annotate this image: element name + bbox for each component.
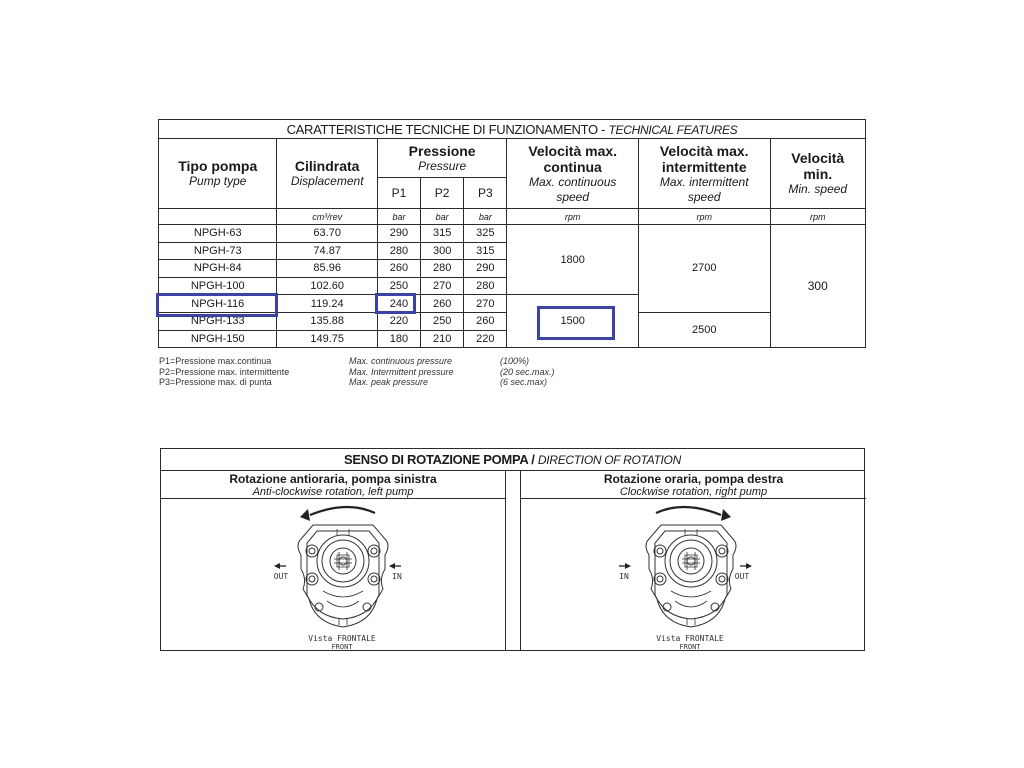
legend-item: (100%) bbox=[500, 356, 530, 366]
unit-p3: bar bbox=[464, 209, 507, 225]
p2-cell: 260 bbox=[421, 295, 464, 313]
pump-body-icon bbox=[646, 525, 736, 627]
displacement-cell: 63.70 bbox=[277, 225, 377, 243]
out-arrow-icon bbox=[274, 563, 286, 569]
out-arrow-icon bbox=[740, 563, 752, 569]
displacement-cell: 74.87 bbox=[277, 242, 377, 260]
unit-int-speed: rpm bbox=[638, 209, 770, 225]
p1-cell: 240 bbox=[377, 295, 420, 313]
model-cell: NPGH-150 bbox=[159, 330, 277, 348]
view-label: Vista FRONTALE bbox=[656, 634, 724, 643]
cont-speed-group-b: 1500 bbox=[507, 295, 639, 348]
rotation-title: SENSO DI ROTAZIONE POMPA / DIRECTION OF ROTATION bbox=[161, 449, 864, 471]
in-arrow-icon bbox=[389, 563, 401, 569]
cont-speed-group-a: 1800 bbox=[507, 225, 639, 295]
clockwise-panel bbox=[521, 471, 866, 651]
unit-p2: bar bbox=[421, 209, 464, 225]
p1-cell: 250 bbox=[377, 277, 420, 295]
clockwise-header: Rotazione oraria, pompa destra Clockwise rotation, right pump bbox=[521, 471, 866, 499]
view-label: Vista FRONTALE bbox=[308, 634, 376, 643]
model-cell: NPGH-116 bbox=[159, 295, 277, 313]
legend-item: Max. continuous pressure bbox=[349, 356, 453, 366]
unit-cont-speed: rpm bbox=[507, 209, 639, 225]
legend-item: (6 sec.max) bbox=[500, 377, 548, 387]
p2-cell: 315 bbox=[421, 225, 464, 243]
anticlockwise-panel bbox=[161, 471, 505, 651]
view-label-en: FRONT bbox=[331, 643, 353, 651]
in-label: IN bbox=[392, 572, 402, 581]
unit-min-speed: rpm bbox=[770, 209, 866, 225]
highlight-speed-1500 bbox=[537, 306, 615, 340]
header-p3: P3 bbox=[464, 178, 507, 209]
in-arrow-icon bbox=[619, 563, 631, 569]
p3-cell: 220 bbox=[464, 330, 507, 348]
p2-cell: 210 bbox=[421, 330, 464, 348]
legend-item: P3=Pressione max. di punta bbox=[159, 377, 272, 387]
panel-divider bbox=[505, 471, 521, 651]
table-row bbox=[159, 225, 866, 243]
table-title: CARATTERISTICHE TECNICHE DI FUNZIONAMENTO - TECHNICAL FEATURES bbox=[159, 120, 866, 139]
model-cell: NPGH-73 bbox=[159, 242, 277, 260]
displacement-cell: 119.24 bbox=[277, 295, 377, 313]
out-label: OUT bbox=[273, 572, 289, 581]
out-label: OUT bbox=[734, 572, 750, 581]
anticlockwise-header: Rotazione antioraria, pompa sinistra Anti-clockwise rotation, left pump bbox=[161, 471, 505, 499]
header-displacement: Cilindrata Displacement bbox=[277, 139, 377, 209]
int-speed-group-a: 2700 bbox=[638, 225, 770, 313]
p3-cell: 280 bbox=[464, 277, 507, 295]
header-p2: P2 bbox=[421, 178, 464, 209]
legend-descriptions-it bbox=[159, 356, 289, 388]
legend-item: Max. peak pressure bbox=[349, 377, 429, 387]
highlight-p1-240 bbox=[375, 293, 416, 314]
p1-cell: 180 bbox=[377, 330, 420, 348]
header-min-speed: Velocità min. Min. speed bbox=[770, 139, 866, 209]
units-row bbox=[159, 209, 866, 225]
min-speed-all: 300 bbox=[770, 225, 866, 348]
p2-cell: 270 bbox=[421, 277, 464, 295]
p3-cell: 325 bbox=[464, 225, 507, 243]
p2-cell: 300 bbox=[421, 242, 464, 260]
in-label: IN bbox=[619, 572, 629, 581]
header-max-continuous-speed: Velocità max. continua Max. continuous speed bbox=[507, 139, 639, 209]
legend-item: Max. Intermittent pressure bbox=[349, 366, 454, 377]
legend-item: (20 sec.max.) bbox=[500, 366, 555, 377]
displacement-cell: 85.96 bbox=[277, 260, 377, 278]
legend-item: P2=Pressione max. intermittente bbox=[159, 366, 290, 377]
p1-cell: 280 bbox=[377, 242, 420, 260]
p3-cell: 270 bbox=[464, 295, 507, 313]
pump-front-view-clockwise bbox=[521, 499, 866, 651]
rotation-arrow-icon bbox=[656, 507, 731, 521]
header-pump-type: Tipo pompa Pump type bbox=[159, 139, 277, 209]
model-cell: NPGH-63 bbox=[159, 225, 277, 243]
unit-p1: bar bbox=[377, 209, 420, 225]
p3-cell: 290 bbox=[464, 260, 507, 278]
header-p1: P1 bbox=[377, 178, 420, 209]
pump-body-icon bbox=[298, 525, 388, 627]
displacement-cell: 102.60 bbox=[277, 277, 377, 295]
p2-cell: 250 bbox=[421, 312, 464, 330]
header-max-intermittent-speed: Velocità max. intermittente Max. intermittent speed bbox=[638, 139, 770, 209]
displacement-cell: 135.88 bbox=[277, 312, 377, 330]
p3-cell: 315 bbox=[464, 242, 507, 260]
rotation-direction-table bbox=[160, 448, 865, 651]
highlight-model-npgh-116 bbox=[156, 293, 278, 317]
view-label-en: FRONT bbox=[679, 643, 701, 651]
unit-cell bbox=[159, 209, 277, 225]
unit-displacement: cm³/rev bbox=[277, 209, 377, 225]
p1-cell: 260 bbox=[377, 260, 420, 278]
model-cell: NPGH-84 bbox=[159, 260, 277, 278]
legend-descriptions-en bbox=[349, 356, 454, 388]
header-pressure: Pressione Pressure bbox=[377, 139, 507, 178]
model-cell: NPGH-100 bbox=[159, 277, 277, 295]
p2-cell: 280 bbox=[421, 260, 464, 278]
legend-item: P1=Pressione max.continua bbox=[159, 356, 272, 366]
pump-front-view-anticlockwise bbox=[161, 499, 505, 651]
p1-cell: 290 bbox=[377, 225, 420, 243]
p1-cell: 220 bbox=[377, 312, 420, 330]
model-cell: NPGH-133 bbox=[159, 312, 277, 330]
int-speed-group-b: 2500 bbox=[638, 312, 770, 347]
displacement-cell: 149.75 bbox=[277, 330, 377, 348]
rotation-arrow-icon bbox=[300, 507, 375, 521]
legend-durations bbox=[500, 356, 555, 388]
p3-cell: 260 bbox=[464, 312, 507, 330]
